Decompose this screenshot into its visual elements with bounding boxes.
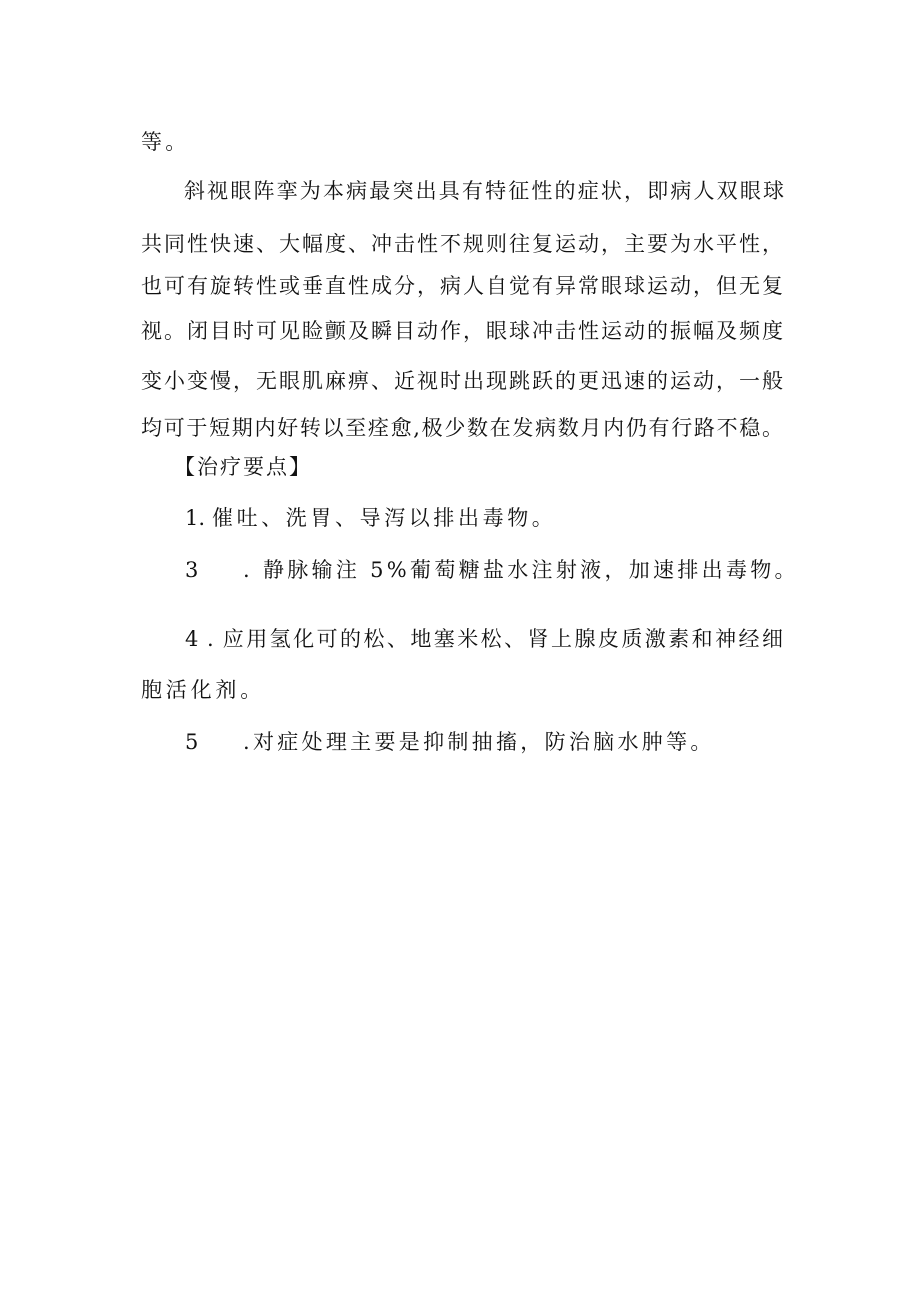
list-item-number: 1. — [185, 506, 206, 530]
lead-line: 等。 — [141, 130, 190, 154]
paragraph-line: 共同性快速、大幅度、冲击性不规则往复运动，主要为水平性， — [141, 232, 783, 256]
section-heading: 【治疗要点】 — [174, 455, 312, 479]
paragraph-line: 变小变慢，无眼肌麻痹、近视时出现跳跃的更迅速的运动，一般 — [141, 369, 783, 393]
list-item-number: 3 — [185, 558, 199, 582]
list-item-number: 5 — [185, 730, 199, 754]
list-item-text: . 静脉输注 5%葡萄糖盐水注射液，加速排出毒物。 — [243, 558, 799, 582]
paragraph-line: 斜视眼阵挛为本病最突出具有特征性的症状，即病人双眼球 — [184, 179, 784, 203]
paragraph-line: 也可有旋转性或垂直性成分，病人自觉有异常眼球运动，但无复 — [141, 274, 783, 298]
paragraph-line: 视。闭目时可见睑颤及瞬目动作，眼球冲击性运动的振幅及频度 — [141, 319, 783, 343]
list-item-text: .对症处理主要是抑制抽搐，防治脑水肿等。 — [243, 730, 715, 754]
paragraph-line: 均可于短期内好转以至痊愈,极少数在发病数月内仍有行路不稳。 — [141, 416, 783, 440]
list-item-text: . 应用氢化可的松、地塞米松、肾上腺皮质激素和神经细 — [207, 627, 783, 651]
list-item-number: 4 — [185, 627, 199, 651]
list-item-continuation: 胞活化剂。 — [141, 678, 265, 702]
list-item-text: 催吐、洗胃、导泻以排出毒物。 — [212, 506, 557, 530]
